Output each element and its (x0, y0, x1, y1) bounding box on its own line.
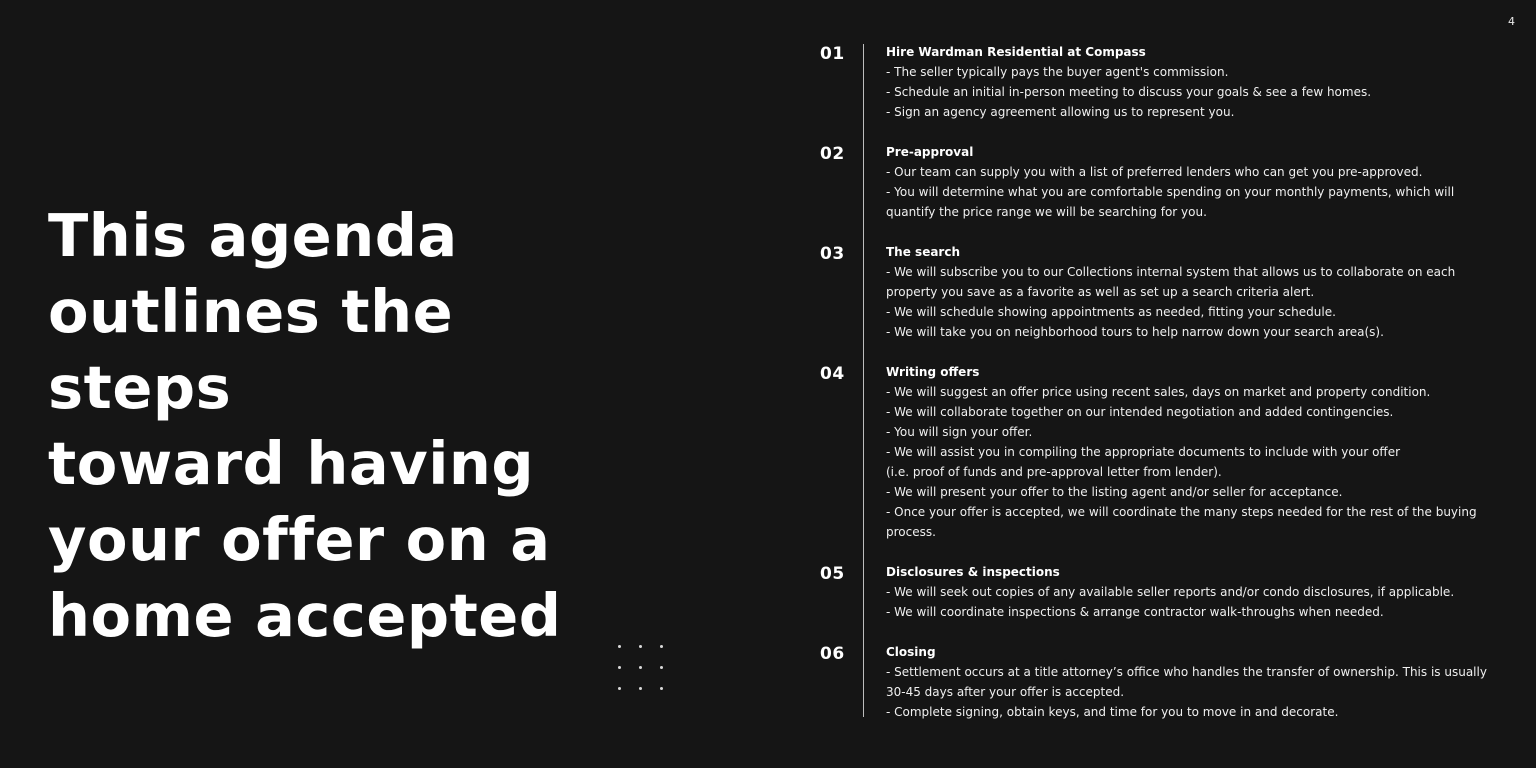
step-line: - The seller typically pays the buyer agent's commission. (886, 65, 1229, 79)
step-title: Writing offers (886, 365, 980, 379)
step-body (886, 562, 1491, 622)
step-number: 04 (820, 364, 845, 384)
step-number: 05 (820, 564, 845, 584)
step-title: Pre-approval (886, 145, 974, 159)
step-line: - We will assist you in compiling the appropriate documents to include with your offer (886, 445, 1401, 459)
decorative-dot (618, 687, 621, 690)
step-line: - Once your offer is accepted, we will coordinate the many steps needed for the rest of the buying process. (886, 505, 1477, 539)
page-number: 4 (1508, 15, 1515, 28)
step-line: - You will sign your offer. (886, 425, 1033, 439)
decorative-dot (639, 687, 642, 690)
headline: This agenda outlines the steps toward having your offer on a home accepted (48, 201, 562, 650)
decorative-dot (618, 645, 621, 648)
step-number: 03 (820, 244, 845, 264)
decorative-dot (639, 645, 642, 648)
decorative-dot (618, 666, 621, 669)
step-body (886, 42, 1491, 122)
step-line: - Settlement occurs at a title attorney’s office who handles the transfer of ownership. This is usually 30-45 days after your offer is accepted. (886, 665, 1487, 699)
step-line: - We will subscribe you to our Collections internal system that allows us to collaborate on each property you save as a favorite as well as set up a search criteria alert. (886, 265, 1456, 299)
timeline-divider (863, 44, 864, 717)
step-line: - We will coordinate inspections & arrange contractor walk-throughs when needed. (886, 605, 1384, 619)
step-line: - Our team can supply you with a list of preferred lenders who can get you pre-approved. (886, 165, 1423, 179)
step-line: - Sign an agency agreement allowing us to represent you. (886, 105, 1235, 119)
step-body (886, 362, 1491, 542)
step-title: Hire Wardman Residential at Compass (886, 45, 1146, 59)
step-line: - We will seek out copies of any available seller reports and/or condo disclosures, if applicable. (886, 585, 1455, 599)
step-line: - Schedule an initial in-person meeting to discuss your goals & see a few homes. (886, 85, 1372, 99)
step-line: (i.e. proof of funds and pre-approval letter from lender). (886, 465, 1222, 479)
step-line: - We will collaborate together on our intended negotiation and added contingencies. (886, 405, 1394, 419)
step-number: 01 (820, 44, 845, 64)
decorative-dot (660, 666, 663, 669)
step-title: Disclosures & inspections (886, 565, 1060, 579)
decorative-dot (639, 666, 642, 669)
step-line: - We will present your offer to the listing agent and/or seller for acceptance. (886, 485, 1343, 499)
decorative-dot (660, 645, 663, 648)
step-number: 06 (820, 644, 845, 664)
step-line: - We will schedule showing appointments as needed, fitting your schedule. (886, 305, 1336, 319)
step-number: 02 (820, 144, 845, 164)
step-line: - We will suggest an offer price using recent sales, days on market and property condition. (886, 385, 1431, 399)
step-title: The search (886, 245, 960, 259)
step-line: - Complete signing, obtain keys, and time for you to move in and decorate. (886, 705, 1339, 719)
step-body (886, 142, 1491, 222)
decorative-dot (660, 687, 663, 690)
step-line: - We will take you on neighborhood tours to help narrow down your search area(s). (886, 325, 1384, 339)
step-line: - You will determine what you are comfortable spending on your monthly payments, which will quantify the price range we will be searching for you. (886, 185, 1455, 219)
step-body (886, 642, 1491, 722)
dot-grid-decoration (618, 645, 663, 690)
step-body (886, 242, 1491, 342)
step-title: Closing (886, 645, 936, 659)
